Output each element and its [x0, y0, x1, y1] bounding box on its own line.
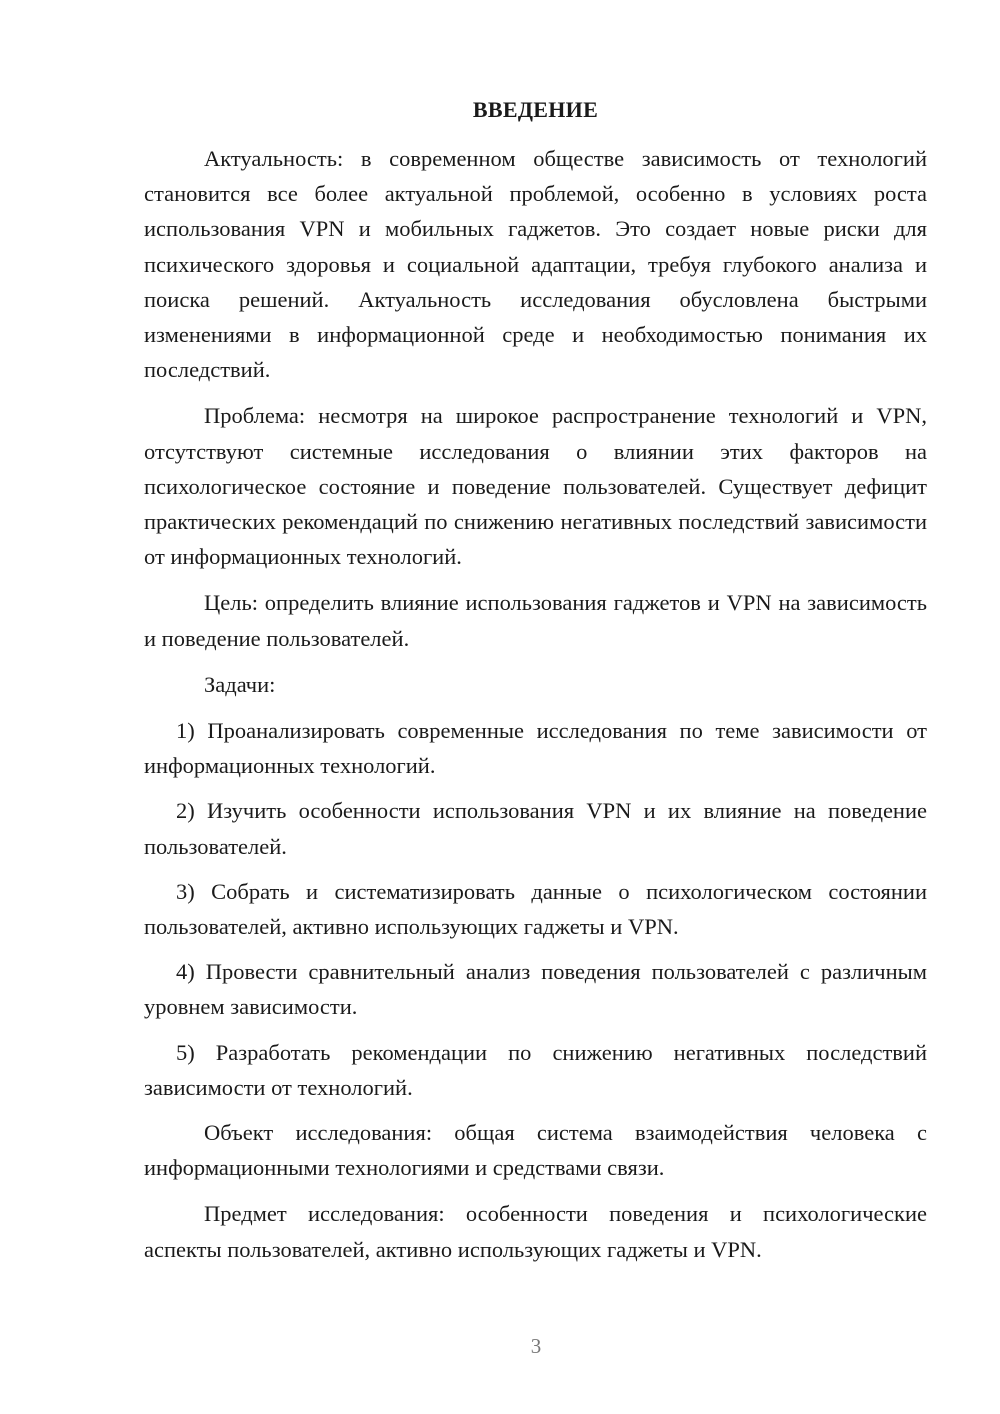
paragraph-goal: Цель: определить влияние использования гаджетов и VPN на зависимость и поведение пользователей. [144, 590, 927, 651]
task-item-4: 4) Провести сравнительный анализ поведения пользователей с различным уровнем зависимости. [144, 959, 927, 1020]
paragraph-subject: Предмет исследования: особенности поведения и психологические аспекты пользователей, активно использующих гаджеты и VPN. [144, 1201, 927, 1262]
paragraph-relevance: Актуальность: в современном обществе зависимость от технологий становится все более актуальной проблемой, особенно в условиях роста использования VPN и мобильных гаджетов. Это создает новые риски для психического здоровья и социальной адаптации, требуя глубокого анализа и поиска решений. Актуальность исследования обусловлена быстрыми изменениями в информационной среде и необходимостью понимания их последствий. [144, 146, 927, 383]
section-heading: ВВЕДЕНИЕ [472, 97, 599, 122]
page-content [144, 95, 927, 1278]
task-item-2: 2) Изучить особенности использования VPN и их влияние на поведение пользователей. [144, 798, 927, 859]
task-item-1: 1) Проанализировать современные исследования по теме зависимости от информационных технологий. [144, 718, 927, 779]
paragraph-problem: Проблема: несмотря на широкое распространение технологий и VPN, отсутствуют системные исследования о влиянии этих факторов на психологическое состояние и поведение пользователей. Существует дефицит практических рекомендаций по снижению негативных последствий зависимости от информационных технологий. [144, 403, 927, 570]
paragraph-object: Объект исследования: общая система взаимодействия человека с информационными технологиями и средствами связи. [144, 1120, 927, 1181]
task-item-3: 3) Собрать и систематизировать данные о психологическом состоянии пользователей, активно использующих гаджеты и VPN. [144, 878, 927, 940]
task-item-5: 5) Разработать рекомендации по снижению негативных последствий зависимости от технологий. [144, 1039, 927, 1100]
page-number: 3 [530, 1334, 542, 1358]
tasks-label: Задачи: [204, 671, 276, 697]
